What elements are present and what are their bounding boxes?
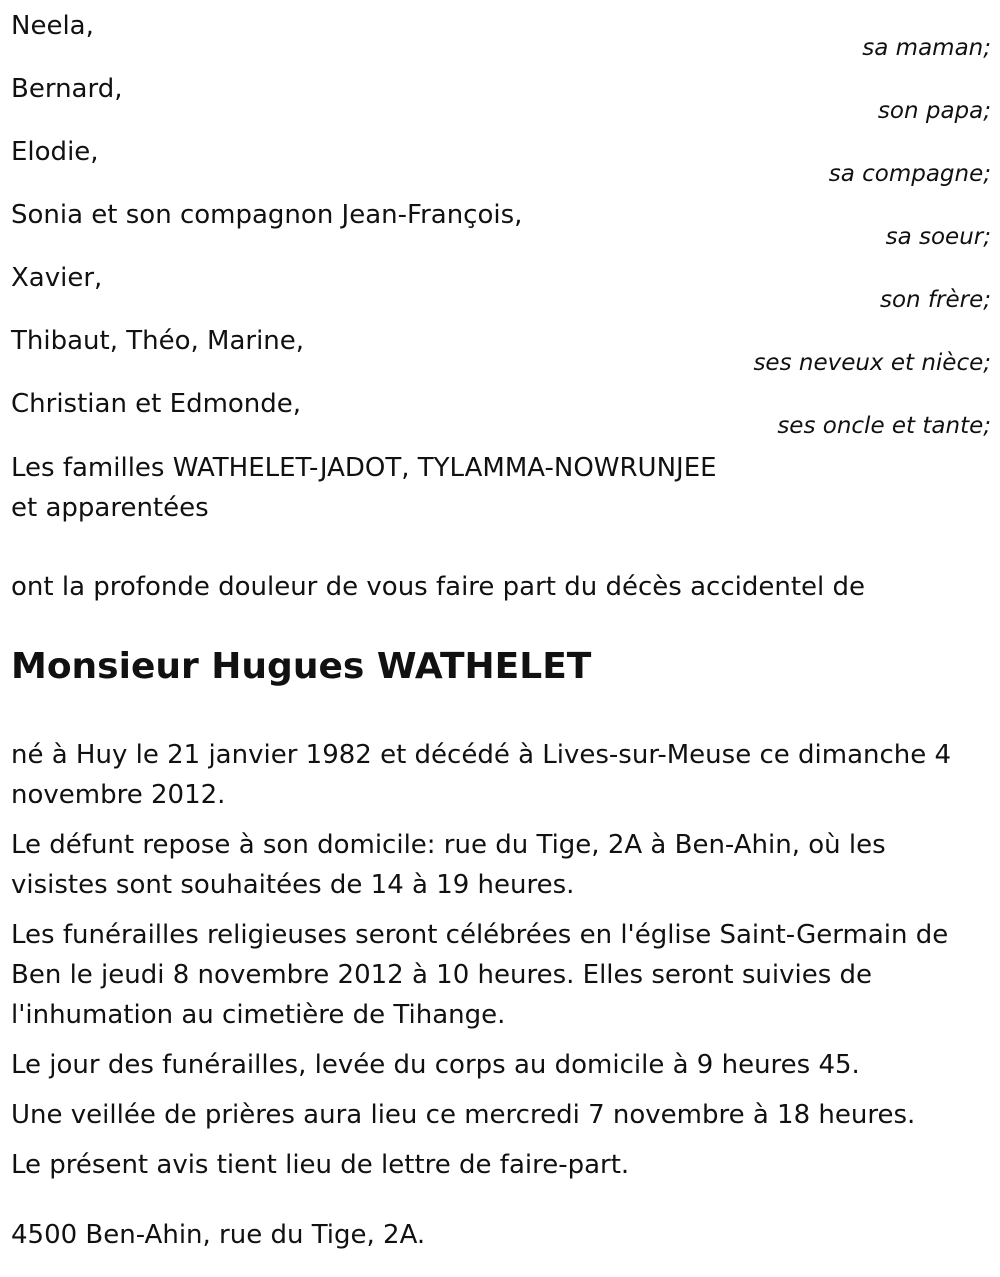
family-member-name: Neela, — [11, 11, 94, 41]
family-member-name: Christian et Edmonde, — [11, 389, 302, 419]
details-section — [11, 735, 986, 1195]
extended-families — [11, 448, 717, 528]
family-member-name: Bernard, — [11, 74, 123, 104]
family-member-relation: ses oncle et tante; — [777, 413, 991, 439]
family-member-name: Elodie, — [11, 137, 99, 167]
family-member-relation: son papa; — [877, 98, 991, 124]
family-entry — [11, 0, 991, 63]
family-entry — [11, 189, 991, 252]
family-entry — [11, 378, 991, 441]
family-member-name: Sonia et son compagnon Jean-François, — [11, 200, 523, 230]
family-member-relation: son frère; — [879, 287, 991, 313]
family-member-relation: sa maman; — [862, 35, 991, 61]
family-member-relation: sa soeur; — [885, 224, 991, 250]
extended-families-line: Les familles WATHELET-JADOT, TYLAMMA-NOWRUNJEE — [11, 453, 717, 483]
deceased-name: Monsieur Hugues WATHELET — [11, 646, 592, 687]
obituary-notice — [11, 0, 991, 1250]
family-entry — [11, 63, 991, 126]
details-paragraph: né à Huy le 21 janvier 1982 et décédé à Lives-sur-Meuse ce dimanche 4 novembre 2012. — [11, 740, 952, 810]
details-paragraph: Le défunt repose à son domicile: rue du Tige, 2A à Ben-Ahin, où les visistes sont souhaitées de 14 à 19 heures. — [11, 830, 886, 900]
family-list — [11, 0, 991, 441]
details-paragraph: Le jour des funérailles, levée du corps au domicile à 9 heures 45. — [11, 1050, 860, 1080]
family-entry — [11, 252, 991, 315]
family-member-name: Thibaut, Théo, Marine, — [11, 326, 305, 356]
details-paragraph: Le présent avis tient lieu de lettre de faire-part. — [11, 1150, 630, 1180]
details-paragraph: Une veillée de prières aura lieu ce mercredi 7 novembre à 18 heures. — [11, 1100, 916, 1130]
family-entry — [11, 315, 991, 378]
address-line: 4500 Ben-Ahin, rue du Tige, 2A. — [11, 1220, 426, 1250]
family-member-relation: ses neveux et nièce; — [753, 350, 991, 376]
family-entry — [11, 126, 991, 189]
extended-families-line: et apparentées — [11, 493, 209, 523]
family-member-name: Xavier, — [11, 263, 103, 293]
details-paragraph: Les funérailles religieuses seront célébrées en l'église Saint-Germain de Ben le jeudi 8 novembre 2012 à 10 heures. Elles seront suivies de l'inhumation au cimetière de Tihange. — [11, 920, 949, 1030]
announcement-text: ont la profonde douleur de vous faire part du décès accidentel de — [11, 572, 866, 602]
family-member-relation: sa compagne; — [828, 161, 991, 187]
